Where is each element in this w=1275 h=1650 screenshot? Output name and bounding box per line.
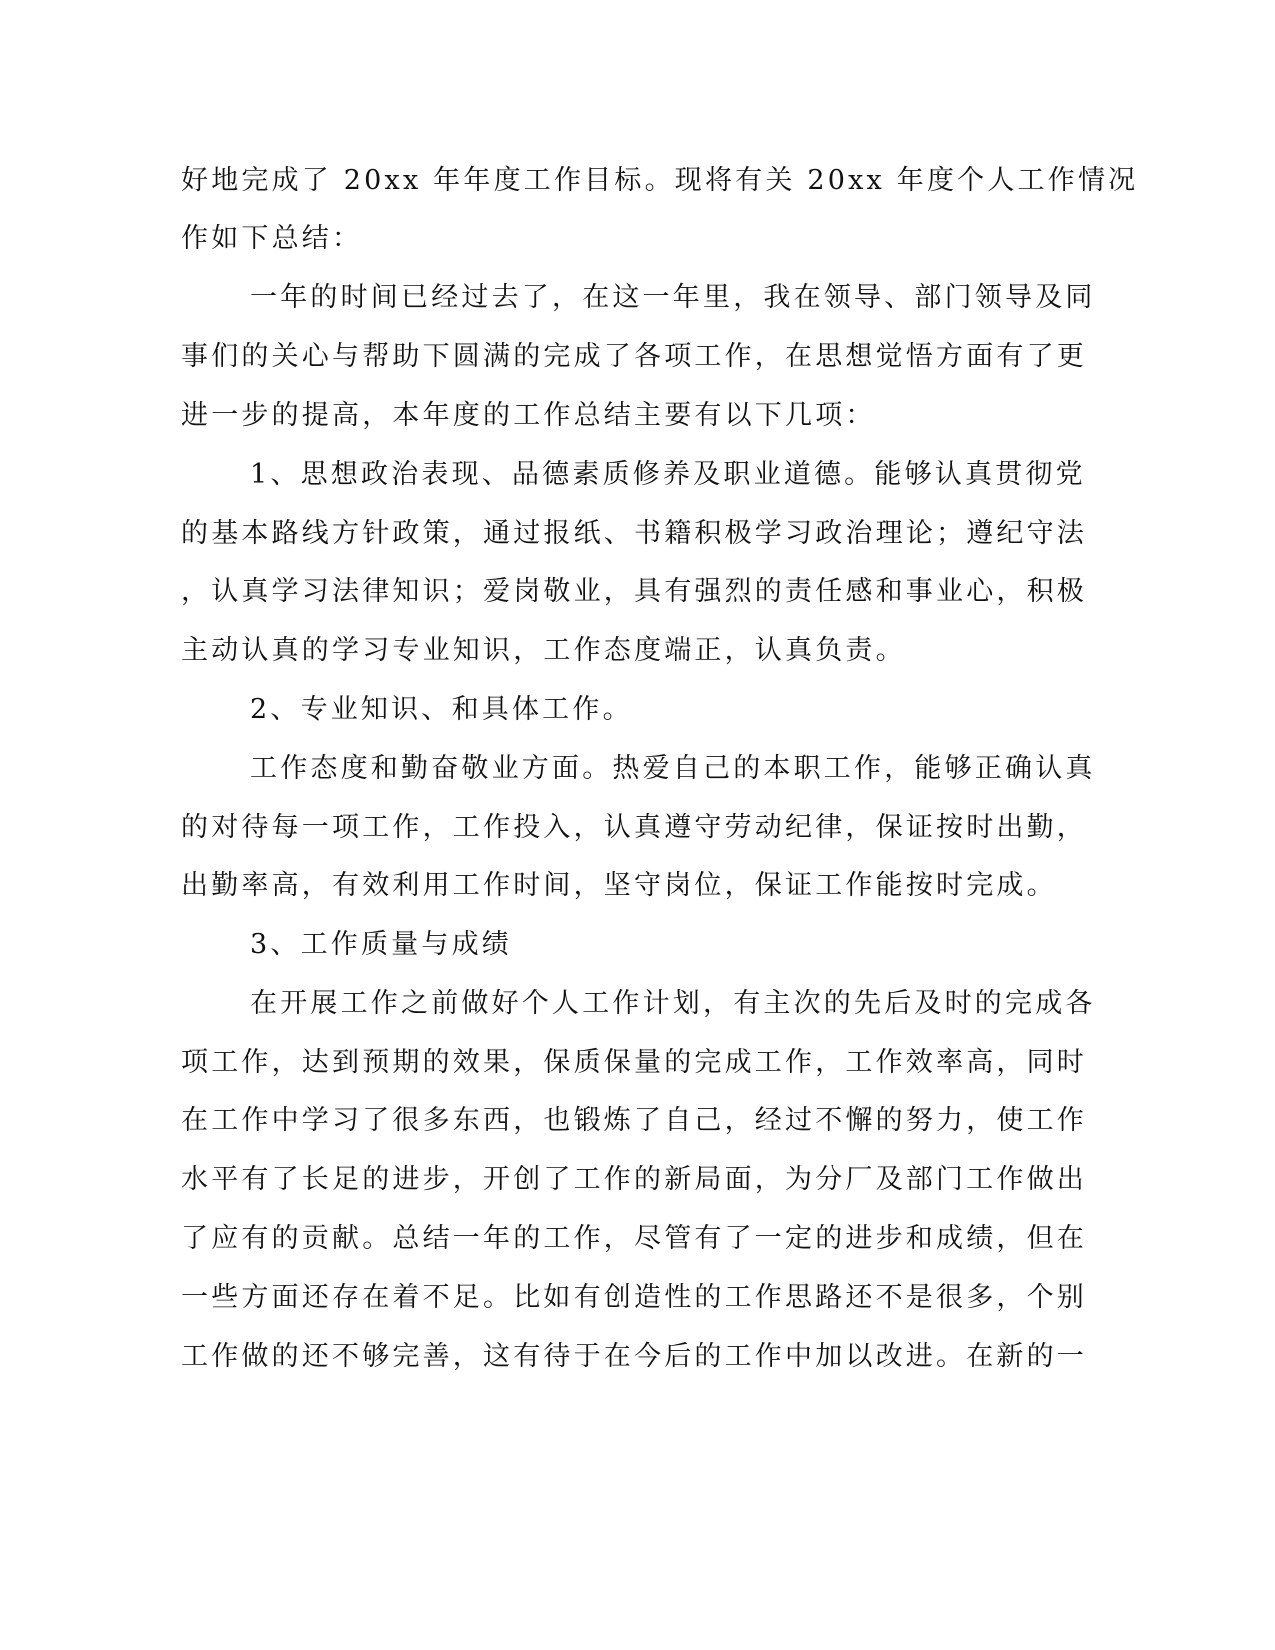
text-line: 的基本路线方针政策，通过报纸、书籍积极学习政治理论；遵纪守法 (181, 518, 1087, 549)
text-line: 主动认真的学习专业知识，工作态度端正，认真负责。 (181, 635, 906, 666)
text-line: 在工作中学习了很多东西，也锻炼了自己，经过不懈的努力，使工作 (181, 1105, 1087, 1136)
text-line: 的对待每一项工作，工作投入，认真遵守劳动纪律，保证按时出勤， (181, 812, 1087, 843)
text-line: 2、专业知识、和具体工作。 (250, 694, 633, 725)
text-line: 好地完成了 20xx 年年度工作目标。现将有关 20xx 年度个人工作情况 (181, 165, 1139, 196)
text-line: 进一步的提高，本年度的工作总结主要有以下几项： (181, 400, 876, 431)
text-line: 水平有了长足的进步，开创了工作的新局面，为分厂及部门工作做出 (181, 1164, 1087, 1195)
text-line: 一年的时间已经过去了，在这一年里，我在领导、部门领导及同 (250, 282, 1096, 313)
text-line: 3、工作质量与成绩 (250, 929, 512, 960)
text-line: 项工作，达到预期的效果，保质保量的完成工作，工作效率高，同时 (181, 1047, 1087, 1078)
text-line: 工作做的还不够完善，这有待于在今后的工作中加以改进。在新的一 (181, 1341, 1087, 1372)
text-line: 了应有的贡献。总结一年的工作，尽管有了一定的进步和成绩，但在 (181, 1223, 1087, 1254)
text-line: 1、思想政治表现、品德素质修养及职业道德。能够认真贯彻党 (250, 459, 1086, 490)
text-line: 在开展工作之前做好个人工作计划，有主次的先后及时的完成各 (250, 988, 1096, 1019)
text-line: 作如下总结： (181, 223, 363, 254)
text-line: 工作态度和勤奋敬业方面。热爱自己的本职工作，能够正确认真 (250, 753, 1096, 784)
text-line: 事们的关心与帮助下圆满的完成了各项工作，在思想觉悟方面有了更 (181, 341, 1087, 372)
text-line: 一些方面还存在着不足。比如有创造性的工作思路还不是很多，个别 (181, 1282, 1087, 1313)
text-line: 出勤率高，有效利用工作时间，坚守岗位，保证工作能按时完成。 (181, 870, 1057, 901)
text-line: ，认真学习法律知识；爱岗敬业，具有强烈的责任感和事业心，积极 (181, 576, 1087, 607)
